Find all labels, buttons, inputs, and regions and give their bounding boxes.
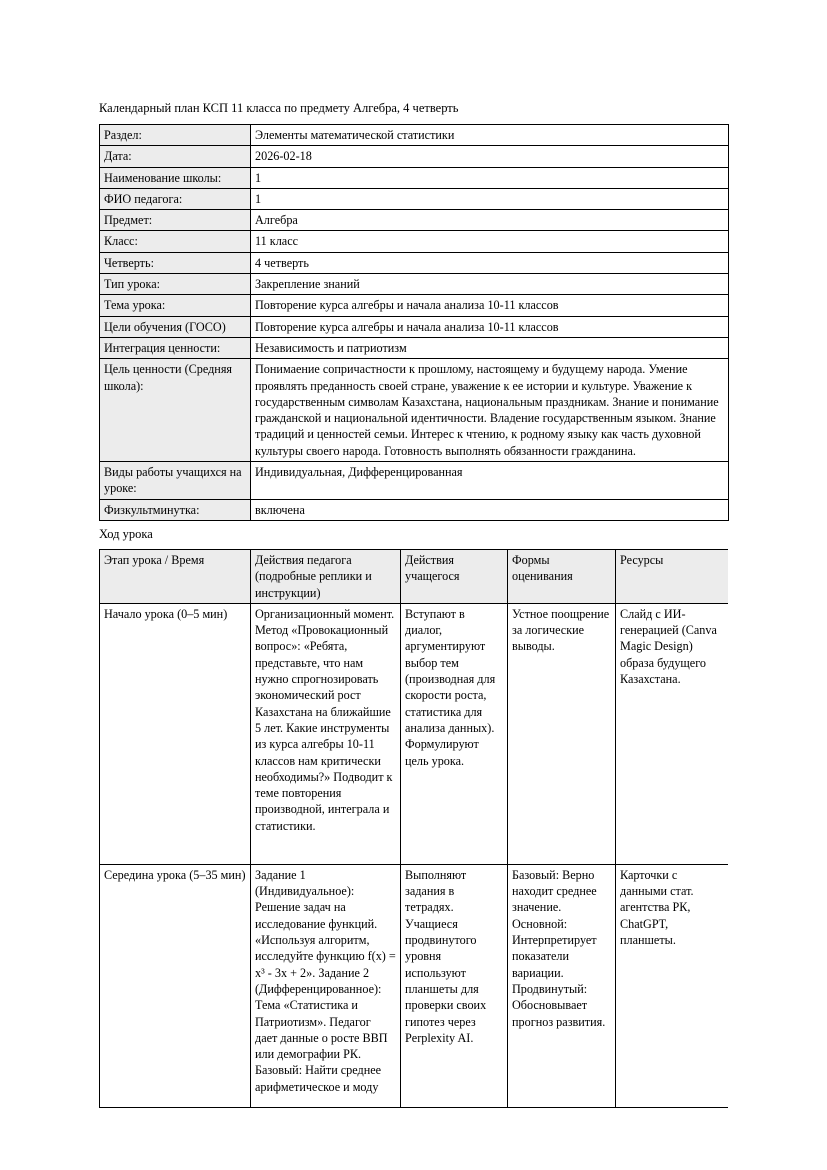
section-label-lesson-flow: Ход урока (99, 526, 153, 541)
info-label: Виды работы учащихся на уроке: (100, 462, 251, 500)
info-value: Повторение курса алгебры и начала анализа 10-11 классов (251, 316, 729, 337)
table-row (100, 125, 729, 146)
info-value: 1 (251, 167, 729, 188)
cell-stage: Середина урока (5–35 мин) (100, 864, 251, 1107)
info-label: Интеграция ценности: (100, 337, 251, 358)
table-row (100, 337, 729, 358)
info-label: Цели обучения (ГОСО) (100, 316, 251, 337)
info-value: 2026-02-18 (251, 146, 729, 167)
cell-teacher-actions: Организационный момент. Метод «Провокационный вопрос»: «Ребята, представьте, что нам нужно спрогнозировать экономический рост Казахстана на ближайшие 5 лет. Какие инструменты из курса алгебры 10-11 классов нам критически необходимы?» Подводит к теме повторения производной, интеграла и статистики. (251, 603, 401, 864)
info-value: Алгебра (251, 210, 729, 231)
table-row (100, 210, 729, 231)
info-label: Наименование школы: (100, 167, 251, 188)
cell-assessment-forms: Устное поощрение за логические выводы. (508, 603, 616, 864)
table-row (100, 231, 729, 252)
info-label: Тип урока: (100, 274, 251, 295)
cell-student-actions: Выполняют задания в тетрадях. Учащиеся продвинутого уровня используют планшеты для проверки своих гипотез через Perplexity AI. (401, 864, 508, 1107)
info-value: Элементы математической статистики (251, 125, 729, 146)
cell-resources: Слайд с ИИ-генерацией (Canva Magic Design) образа будущего Казахстана. (616, 603, 729, 864)
column-header-student-actions: Действия учащегося (401, 549, 508, 603)
cell-resources: Карточки с данными стат. агентства РК, ChatGPT, планшеты. (616, 864, 729, 1107)
table-header-row (100, 549, 729, 603)
table-row (100, 188, 729, 209)
cell-stage: Начало урока (0–5 мин) (100, 603, 251, 864)
table-row (100, 462, 729, 500)
cell-student-actions: Вступают в диалог, аргументируют выбор тем (производная для скорости роста, статистика для анализа данных). Формулируют цель урока. (401, 603, 508, 864)
lesson-flow-table (99, 549, 728, 1108)
table-row (100, 295, 729, 316)
cell-teacher-actions: Задание 1 (Индивидуальное): Решение задач на исследование функций. «Используя алгоритм, исследуйте функцию f(x) = x³ - 3x + 2». Задание 2 (Дифференцированное): Тема «Статистика и Патриотизм». Педагог дает данные о росте ВВП или демографии РК. Базовый: Найти среднее арифметическое и моду (251, 864, 401, 1107)
column-header-teacher-actions: Действия педагога (подробные реплики и инструкции) (251, 549, 401, 603)
info-label: Раздел: (100, 125, 251, 146)
cell-assessment-forms: Базовый: Верно находит среднее значение. Основной: Интерпретирует показатели вариации. Продвинутый: Обосновывает прогноз развития. (508, 864, 616, 1107)
info-value: 1 (251, 188, 729, 209)
info-value: 11 класс (251, 231, 729, 252)
info-label: Дата: (100, 146, 251, 167)
info-label: Тема урока: (100, 295, 251, 316)
info-value: Индивидуальная, Дифференцированная (251, 462, 729, 500)
info-value: Понимаение сопричастности к прошлому, настоящему и будущему народа. Умение проявлять преданность своей стране, уважение к ее истории и культуре. Уважение к государственным символам Казахстана, национальным праздникам. Знание и понимание гражданской и национальной идентичности. Владение государственным языком. Знание традиций и ценностей семьи. Интерес к чтению, к родному языку как часть духовной культуры своего народа. Готовность выполнять обязанности гражданина. (251, 359, 729, 462)
lesson-flow-table-clip (99, 549, 728, 1108)
info-label: Цель ценности (Средняя школа): (100, 359, 251, 462)
table-row (100, 603, 729, 864)
column-header-assessment-forms: Формы оценивания (508, 549, 616, 603)
column-header-stage: Этап урока / Время (100, 549, 251, 603)
document-content (99, 100, 728, 1108)
table-row (100, 316, 729, 337)
table-row (100, 359, 729, 462)
lesson-info-table (99, 124, 729, 521)
table-row (100, 274, 729, 295)
info-label: Четверть: (100, 252, 251, 273)
info-label: ФИО педагога: (100, 188, 251, 209)
table-row (100, 167, 729, 188)
info-label: Предмет: (100, 210, 251, 231)
table-row (100, 146, 729, 167)
info-value: включена (251, 499, 729, 520)
table-row (100, 499, 729, 520)
column-header-resources: Ресурсы (616, 549, 729, 603)
info-value: 4 четверть (251, 252, 729, 273)
info-value: Независимость и патриотизм (251, 337, 729, 358)
table-row (100, 864, 729, 1107)
table-row (100, 252, 729, 273)
info-label: Физкультминутка: (100, 499, 251, 520)
info-value: Закрепление знаний (251, 274, 729, 295)
info-value: Повторение курса алгебры и начала анализа 10-11 классов (251, 295, 729, 316)
page-title: Календарный план КСП 11 класса по предмету Алгебра, 4 четверть (99, 101, 459, 115)
info-label: Класс: (100, 231, 251, 252)
